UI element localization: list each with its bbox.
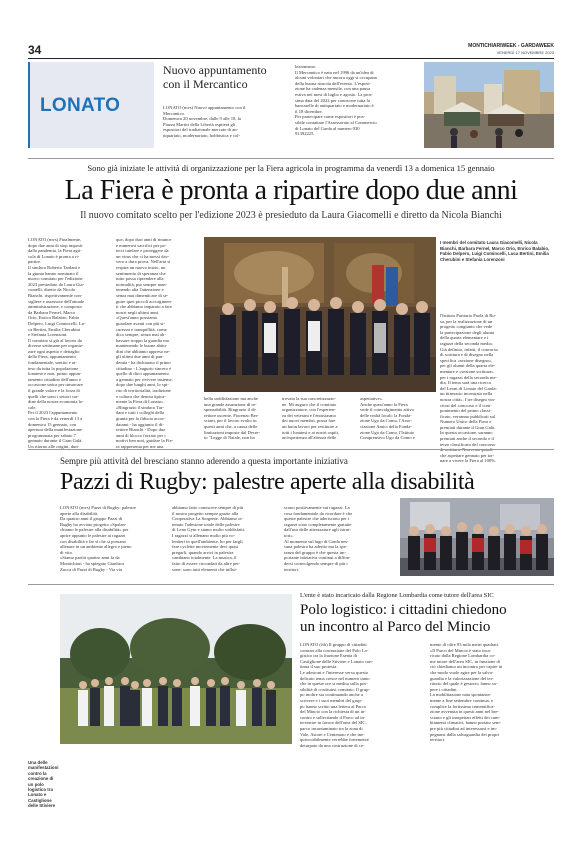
protest-photo <box>60 594 292 744</box>
fiera-headline: La Fiera è pronta a ripartire dopo due anni <box>64 175 518 206</box>
fiera-col-3: bella soddisfazione ma anche una grande assunzione di re- sponsabilità. Ringrazio il di- rettore uscente, Fiorenzo Ber- sciani, per il lavoro svolto in questi anni che, a causa delle limitazioni imposte dal Decre- to "Legge di Natale, non ha <box>204 396 260 441</box>
rugby-headline: Pazzi di Rugby: palestre aperte alla disabilità <box>60 469 475 495</box>
section-box <box>28 62 154 148</box>
fiera-kicker: Sono già iniziate le attività di organizzazione per la Fiera agricola in programma da venerdì 13 a domenica 15 gennaio <box>87 163 495 173</box>
protest-caption: Una delle manifestazioni contro la creazione di un polo logistico tra Lonato e Castiglione delle Stiviere <box>28 760 59 809</box>
brief-col-2: lezionismo. Il Mercantico è nato nel 1996 da un'idea di alcuni volontari che ancora oggi si occupano della buona riuscita dell'evento. L'esposi- zione ha cadenza mensile, con una pausa estiva nei mesi di luglio e agosto. La pros- sima data del 2022 per conoscere tutta la bancarelle di antiquariato e modernariato è il 18 dicembre. Per partecipare come espositori è pos- sibile contattare l'Assessorato al Commercio di Lonato del Garda al numero 030 91392225. <box>295 64 378 137</box>
committee-caption: I membri del comitato Laura Giacomelli, Nicola Bianchi, Barbara Fernel, Marco Orio, Enrico Balabio, Fabio Delpero, Luigi Comincelli, Luca Bertini, Emilia Cherubini e Stefania Lorenzoni <box>440 240 550 262</box>
fiera-col-4: trovato la sua concretizzazio- ne. Mi auguro che il comitato organizzatore, con l'esperien- za dei veterani e l'entusiasmo dei nuovi membri, possa fare un buon lavoro per restituire a tutti i lonatesi e ai nostri ospiti, un'esperienza all'altezza delle <box>282 396 340 441</box>
header-rule <box>28 58 554 59</box>
fiera-subhead: Il nuovo comitato scelto per l'edizione 2023 è presieduto da Laura Giacomelli e diretto da Nicola Bianchi <box>80 210 502 221</box>
polo-col-1: LONATO (fth) Il gruppo di cittadini contrari alla costruzione del Polo Lo- gistico tra la frazione Esenta di Castiglione delle Stiviere e Lonato con- tinua il suo protesta. Le adesioni e l'interesse verso questo delicato tema cresce nel numero tanto che in queste ore si medita sulla pos- sibilità di costituirsi comitato. Il grup- po inoltre sta continuando anche a scrivere e i suoi membri del grup- po hanno scritto una lettera al Parco del Mincio con la richiesta di un in- contro e sollecitando il Parco ad in- tervenire in favore dell'area del SIC, parco incontaminato tra la zona di Vale, Astore e Centenaro e che ine- quivocabilmente verrebbe fortemente deturpato da una costruzione di ce- <box>300 642 374 748</box>
section-label: LONATO <box>40 95 121 116</box>
fiera-col-2: que, dopo duri anni di rinunce e numerosi sacrifici per po- terci tutelare e proteggere da un virus che ci ha messi dav- vero a dura prova. Nell'aria si respira un nuovo inizio, un sentimento di speranza che tutto possa riprendere alla normalità, pur sempre man- tenendo alta l'attenzione e senza mai dimenticare di se- guire quei piccoli accorgimen- ti che abbiamo imparato a fare nostri negli ultimi anni. «Quest'anno possiamo guardare avanti con più si- curezza e tranquillità, come dico sempre, senza mai ab- bassare troppo la guardia ma mantenendo le buone abitu- dini che abbiamo appreso ne- gli ultimi due anni di pan- demia - ha dichiarato il primo cittadino - L'augurio sincero è quello di dirci appuntamento a gennaio per rivivere insieme, dopo due lunghi anni, lo spi- rito di territorialità, tradizione e cultura che denota tipica- mente la Fiera di Lonato». «Ringrazio il sindaco Tar- dani e tutti i colleghi della giunta per la fiducia accor- datami - ha aggiunto il di- rettore Bianchi - Dopo due anni di blocco forzato per i motivi ben noti, guidare la Fie- ra rappresenta per me una <box>116 237 174 449</box>
rugby-col-1: LONATO (mvs) Pazzi di Rugby: palestre aperte alla disabilità. Da quattro anni il gruppo Pazzi di Rugby ha avviato progetto «Spalan- chiamo le palestre alla disabilità» per aprire appunto le palestre ai ragazzi con disabilità e far sì che si possano allenare in un ambiente allegro e pieno di vita. «Siamo partiti quattro anni fa da Montichiari - ha spiegato Gianluca Zucca di Pazzi di Rugby - Via via <box>60 505 137 572</box>
fiera-col-1: LONATO (mvs) Finalmente, dopo due anni di stop imposti dalla pandemia, la Fiera agri- cola di Lonato è pronta a ri- partire. Il sindaco Roberto Tardani e la giunta hanno nominato il nuovo comitato per l'edizione 2023 presieduto da Laura Gia- comelli, diretto da Nicola Bianchi, rispettivamente con- sigliere e assessore dell'attuale amministrazione, e composto da Barbara Fernel, Marco Orio, Enrico Balabio, Fabio Delpero, Luigi Comincelli, Lu- ca Bertini, Emilia Cherubini e Stefania Lorenzoni. Il comitato si già al lavoro da diverse settimane per organiz- zare ogni aspetto e dettaglio della Fiera, appuntamento fondamentale, sentito e at- teso da tutta la popolazione lonatese e non, primo appun- tamento cittadino dell'anno e occasione unica per rimarcare il grande valore e la forza di quelli che sono i settori car- dine della nostra economia lo- cale. Per il 2023 l'appuntamento con la Fiera è da venerdì 13 a domenica 15 gennaio, con apertura della manifestazione programmata per sabato 7 gennaio durante il Gran Galà. Un ritorno alle origini, dun- <box>28 237 86 449</box>
market-photo <box>424 62 554 148</box>
fiera-col-5: aspettative». Anche quest'anno la Fiera vede il coinvolgimento attivo delle realtà locali: la Fonda- zione Ugo da Como, l'Asso- ciazione Amici della Fonda- zione Ugo da Como, l'Istituto Comprensivo Ugo da Como e <box>360 396 415 441</box>
rugby-rule <box>28 584 554 585</box>
polo-col-2: mento di oltre 93 mila metri quadrati. «Il Parco del Mincio è stato inca- ricato dalla Regione Lombardia co- me tutore dell'area SIC, in funzione di ciò chiediamo un incontro per capire in che modo vuole agire per la salva- guardia e la valorizzazione del ter- ritorio del quale è gestore» fanno sa- pere i cittadini. La mobilitazione nata spontanea- mente a fine settembre continua, e complice la fortissima cementifica- zione avvenuta in questi anni nel bre- sciano e gli inaspettati effetti dei cam- biamenti climatici, hanno portato sem- pre più cittadini ad interessarsi e im- pegnarsi dalla salvaguardia dei propri territori. <box>430 642 503 743</box>
fiera-col-6: l'Istituto Paritario Paola di Ro- sa, per la realizzazione di un progetto congiunto che vede la partecipazione degli alunni della quarta elementare e i ragazzi della seconda media. Già definito, infatti, il concorso di scrittura e di disegno nella specifica «sezione disegno», per gli alunni della quarta ele- mentare e «sezione scrittura» per i ragazzi della seconda me- dia. Il tema sarà una ricerca del Leoni di Lonato del Garda: un itinerario incentrato nella nostra città». I tre disegni vin- citori del concorso e il com- ponimento del primo classi- ficato, verranno pubblicati sul Numero Unico della Fiera e premiati durante il Gran Galà. In questa occasione, saranno premiati anche il secondo e il terzo classificato del concorso che aspettare gennaio per tor- nare a vivere la Fiera al 100%. <box>440 313 498 464</box>
fiera-rule <box>28 449 554 450</box>
rugby-col-2: abbiamo fatto conoscere sempre di più il nostro progetto sempre grazie alla Cooperativa La Sorgente. Abbiamo ot- tenuto l'adesione totale delle palestre di Leno Gym e siamo molto soddisfatti. I ragazzi si allenano molto più vo- lentieri in quell'ambiente, ho per fargli fare cyclette moviemente devi quasi pregarli, quando arrivi in palestra cambiano totalmente. La musica, il fatto di essere circondati da altre per- sone: sono tutti elementi che influi- <box>172 505 246 572</box>
page-number: 34 <box>28 43 42 57</box>
brief-article <box>163 64 418 154</box>
brief-col-1: LONATO (mvs) Nuovo appuntamento con il Mercantico. Domenica 20 novembre, dalle 9 alle 18, la Piazza Martiri della Libertà ospiterà gli espositori del tradizionale mercato di an- tiquariato, modernariato, hobbistica e col- <box>163 105 246 138</box>
masthead: MONTICHIARIWEEK - GARDAWEEK <box>468 43 554 49</box>
committee-photo <box>204 237 436 392</box>
rugby-col-3: scono positivamente sui ragazzi. La cosa fondamentale da ricordare è che queste palestre che aderiscono per i ragazzi sono completamente gratuite dall'uso delle attrezzature agli istrut- tori». Al momento sul lago di Garda nes- suna palestra ha aderito ma la spe- ranza del gruppo è che questa im- portante iniziativa continui a diffon- dersi coinvolgendo sempre di più i territori. <box>284 505 353 572</box>
polo-kicker: L'ente è stato incaricato dalla Regione Lombardia come tutore dell'area SIC <box>300 592 494 599</box>
brief-title: Nuovo appuntamento con il Mercantico <box>163 63 267 91</box>
rugby-kicker: Sempre più attività del bresciano stanno aderendo a questa importante iniziativa <box>60 456 348 466</box>
polo-headline: Polo logistico: i cittadini chiedono un incontro al Parco del Mincio <box>300 602 507 635</box>
issue-date: VENERDÌ 17 NOVEMBRE 2023 <box>496 50 554 55</box>
rugby-photo <box>400 498 554 576</box>
page-header <box>28 43 554 57</box>
brief-rule <box>28 158 554 159</box>
